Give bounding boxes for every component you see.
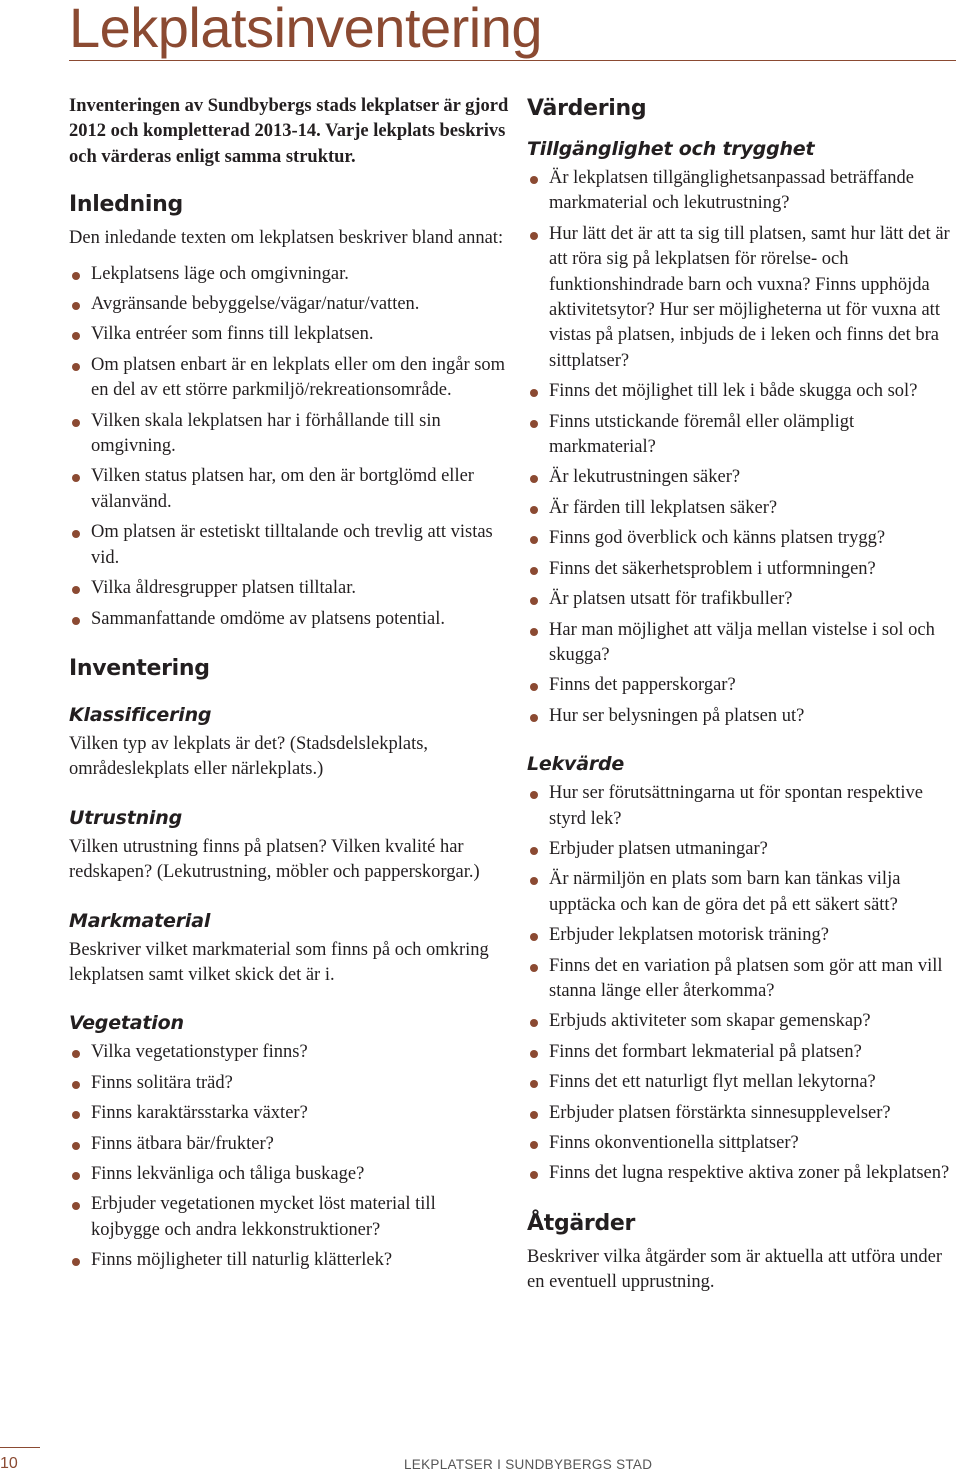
heading-lekvarde: Lekvärde	[527, 753, 625, 776]
section-tillganglighet	[527, 136, 957, 729]
heading-inledning: Inledning	[69, 192, 183, 218]
list-item: Finns solitära träd?	[69, 1071, 509, 1096]
heading-vardering: Värdering	[527, 96, 647, 121]
list-item: Har man möjlighet att välja mellan vistelse i sol och skugga?	[527, 618, 957, 669]
markmaterial-text: Beskriver vilket markmaterial som finns på och omkring lekplatsen samt vilket skick det är i.	[69, 939, 489, 985]
list-item: Sammanfattande omdöme av platsens potential.	[69, 607, 509, 632]
heading-markmaterial: Markmaterial	[69, 909, 211, 932]
list-item: Erbjuder platsen förstärkta sinnesupplevelser?	[527, 1101, 957, 1126]
list-item: Vilken status platsen har, om den är bortglömd eller välanvänd.	[69, 464, 509, 515]
list-item: Finns det papperskorgar?	[527, 673, 957, 698]
list-item: Är närmiljön en plats som barn kan tänkas vilja upptäcka och kan de göra det på ett säkert sätt?	[527, 867, 957, 918]
list-item: Finns möjligheter till naturlig klätterlek?	[69, 1248, 509, 1273]
heading-utrustning: Utrustning	[69, 806, 182, 829]
utrustning-text: Vilken utrustning finns på platsen? Vilken kvalité har redskapen? (Lekutrustning, möbler och papperskorgar.)	[69, 836, 480, 883]
heading-inventering: Inventering	[69, 655, 210, 681]
atgarder-text: Beskriver vilka åtgärder som är aktuella att utföra under en eventuell upprustning.	[527, 1246, 943, 1293]
heading-klassificering: Klassificering	[69, 703, 212, 726]
list-item: Finns ätbara bär/frukter?	[69, 1132, 509, 1157]
list-item: Finns lekvänliga och tåliga buskage?	[69, 1162, 509, 1187]
left-column	[69, 94, 509, 1296]
list-item: Om platsen är estetiskt tilltalande och trevlig att vistas vid.	[69, 520, 509, 571]
title-rule	[69, 60, 956, 61]
footer-publication-title: LEKPLATSER I SUNDBYBERGS STAD	[404, 1457, 653, 1472]
list-item: Är lekplatsen tillgänglighetsanpassad beträffande markmaterial och lekutrustning?	[527, 166, 957, 217]
list-item: Finns utstickande föremål eller olämpligt markmaterial?	[527, 410, 957, 461]
list-item: Hur ser förutsättningarna ut för spontan respektive styrd lek?	[527, 781, 957, 832]
list-item: Erbjuds aktiviteter som skapar gemenskap?	[527, 1009, 957, 1034]
klassificering-text: Vilken typ av lekplats är det? (Stadsdelslekplats, områdeslekplats eller närlekplats.)	[69, 733, 429, 780]
inledning-text: Den inledande texten om lekplatsen beskriver bland annat:	[69, 228, 504, 249]
list-item: Finns god överblick och känns platsen trygg?	[527, 526, 957, 551]
list-item: Erbjuder lekplatsen motorisk träning?	[527, 923, 957, 948]
list-item: Erbjuder platsen utmaningar?	[527, 837, 957, 862]
heading-vegetation: Vegetation	[69, 1012, 184, 1035]
list-item: Hur lätt det är att ta sig till platsen, samt hur lätt det är att röra sig på lekplatsen för rörelse- och funktionshindrade barn och vuxna? Finns upphöjda aktivitetsytor? Hur ser möjligheterna ut för vuxna att vistas på platsen, inbjuds de i leken och finns det bra sittplatser?	[527, 222, 957, 374]
footer-rule	[0, 1447, 40, 1448]
section-klassificering	[69, 702, 509, 783]
list-item: Hur ser belysningen på platsen ut?	[527, 704, 957, 729]
heading-atgarder: Åtgärder	[527, 1210, 636, 1236]
right-column	[527, 94, 957, 1318]
vegetation-list	[69, 1040, 509, 1273]
list-item: Vilka entréer som finns till lekplatsen.	[69, 322, 509, 347]
list-item: Finns det lugna respektive aktiva zoner på lekplatsen?	[527, 1161, 957, 1186]
inledning-list	[69, 262, 509, 632]
section-atgarder	[527, 1209, 957, 1296]
list-item: Om platsen enbart är en lekplats eller om den ingår som en del av ett större parkmiljö/rekreationsområde.	[69, 353, 509, 404]
list-item: Vilka åldresgrupper platsen tilltalar.	[69, 576, 509, 601]
page-title: Lekplatsinventering	[69, 0, 543, 59]
section-utrustning	[69, 805, 509, 886]
heading-tillganglighet: Tillgänglighet och trygghet	[527, 138, 815, 160]
list-item: Är färden till lekplatsen säker?	[527, 496, 957, 521]
list-item: Finns okonventionella sittplatser?	[527, 1131, 957, 1156]
list-item: Finns karaktärsstarka växter?	[69, 1101, 509, 1126]
section-markmaterial	[69, 908, 509, 989]
list-item: Finns det formbart lekmaterial på platsen?	[527, 1040, 957, 1065]
section-inledning	[69, 190, 509, 632]
list-item: Lekplatsens läge och omgivningar.	[69, 262, 509, 287]
lekvarde-list	[527, 781, 957, 1187]
page-number: 10	[0, 1455, 18, 1472]
section-vegetation	[69, 1010, 509, 1273]
list-item: Är lekutrustningen säker?	[527, 465, 957, 490]
list-item: Erbjuder vegetationen mycket löst material till kojbygge och andra lekkonstruktioner?	[69, 1192, 509, 1243]
list-item: Finns det möjlighet till lek i både skugga och sol?	[527, 379, 957, 404]
tillganglighet-list	[527, 166, 957, 729]
intro-paragraph: Inventeringen av Sundbybergs stads lekplatser är gjord 2012 och kompletterad 2013-14. Varje lekplats beskrivs och värderas enligt samma struktur.	[69, 96, 509, 167]
list-item: Finns det ett naturligt flyt mellan lekytorna?	[527, 1070, 957, 1095]
list-item: Är platsen utsatt för trafikbuller?	[527, 587, 957, 612]
list-item: Avgränsande bebyggelse/vägar/natur/vatten.	[69, 292, 509, 317]
list-item: Finns det säkerhetsproblem i utformningen?	[527, 557, 957, 582]
list-item: Finns det en variation på platsen som gör att man vill stanna länge eller återkomma?	[527, 954, 957, 1005]
list-item: Vilken skala lekplatsen har i förhållande till sin omgivning.	[69, 409, 509, 460]
section-lekvarde	[527, 751, 957, 1187]
list-item: Vilka vegetationstyper finns?	[69, 1040, 509, 1065]
